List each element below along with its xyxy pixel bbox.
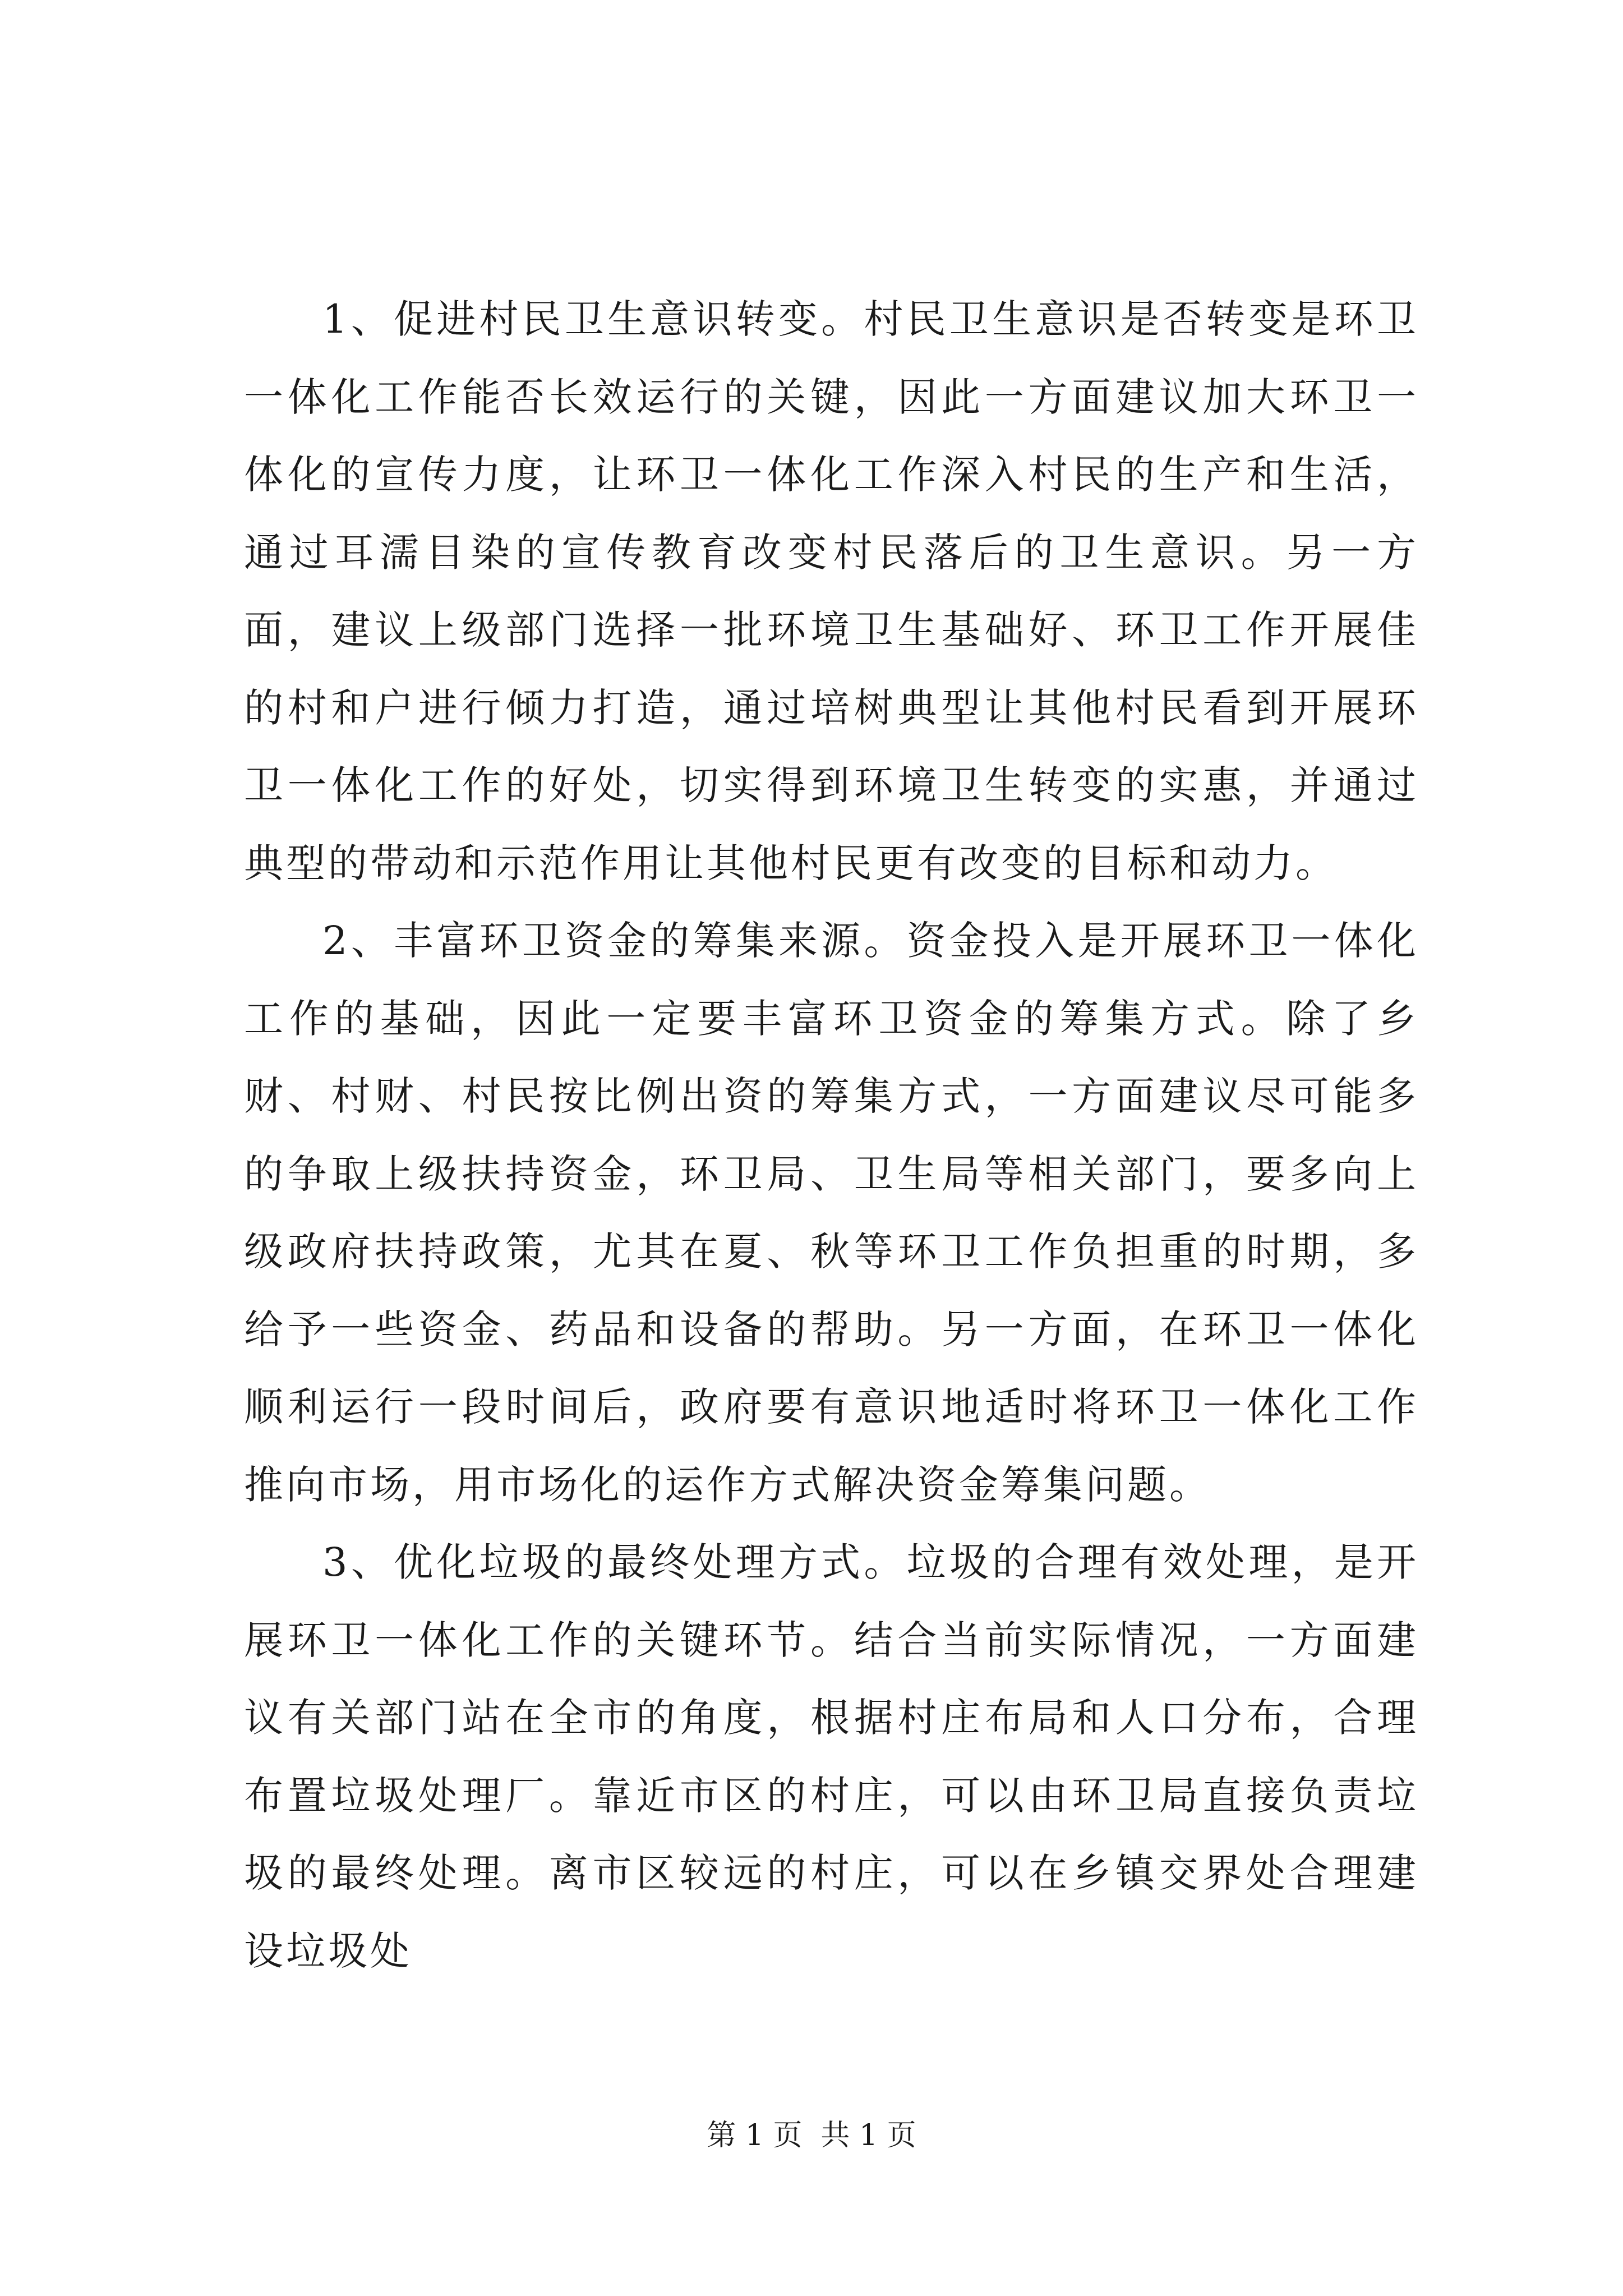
paragraph-3: 3、优化垃圾的最终处理方式。垃圾的合理有效处理，是开展环卫一体化工作的关键环节。结合当前实际情况，一方面建议有关部门站在全市的角度，根据村庄布局和人口分布，合理布置垃圾处理厂。靠近市区的村庄，可以由环卫局直接负责垃圾的最终处理。离市区较远的村庄，可以在乡镇交界处合理建设垃圾处: [244, 1539, 1419, 1974]
paragraph-2: 2、丰富环卫资金的筹集来源。资金投入是开展环卫一体化工作的基础，因此一定要丰富环卫资金的筹集方式。除了乡财、村财、村民按比例出资的筹集方式，一方面建议尽可能多的争取上级扶持资金，环卫局、卫生局等相关部门，要多向上级政府扶持政策，尤其在夏、秋等环卫工作负担重的时期，多给予一些资金、药品和设备的帮助。另一方面，在环卫一体化顺利运行一段时间后，政府要有意识地适时将环卫一体化工作推向市场，用市场化的运作方式解决资金筹集问题。: [244, 918, 1419, 1508]
document-body: [244, 280, 1419, 1990]
page-number-label: 第 1 页 共 1 页: [707, 2119, 916, 2152]
page-footer: [0, 2118, 1623, 2154]
paragraph-1: 1、促进村民卫生意识转变。村民卫生意识是否转变是环卫一体化工作能否长效运行的关键，因此一方面建议加大环卫一体化的宣传力度，让环卫一体化工作深入村民的生产和生活，通过耳濡目染的宣传教育改变村民落后的卫生意识。另一方面，建议上级部门选择一批环境卫生基础好、环卫工作开展佳的村和户进行倾力打造，通过培树典型让其他村民看到开展环卫一体化工作的好处，切实得到环境卫生转变的实惠，并通过典型的带动和示范作用让其他村民更有改变的目标和动力。: [244, 296, 1419, 886]
